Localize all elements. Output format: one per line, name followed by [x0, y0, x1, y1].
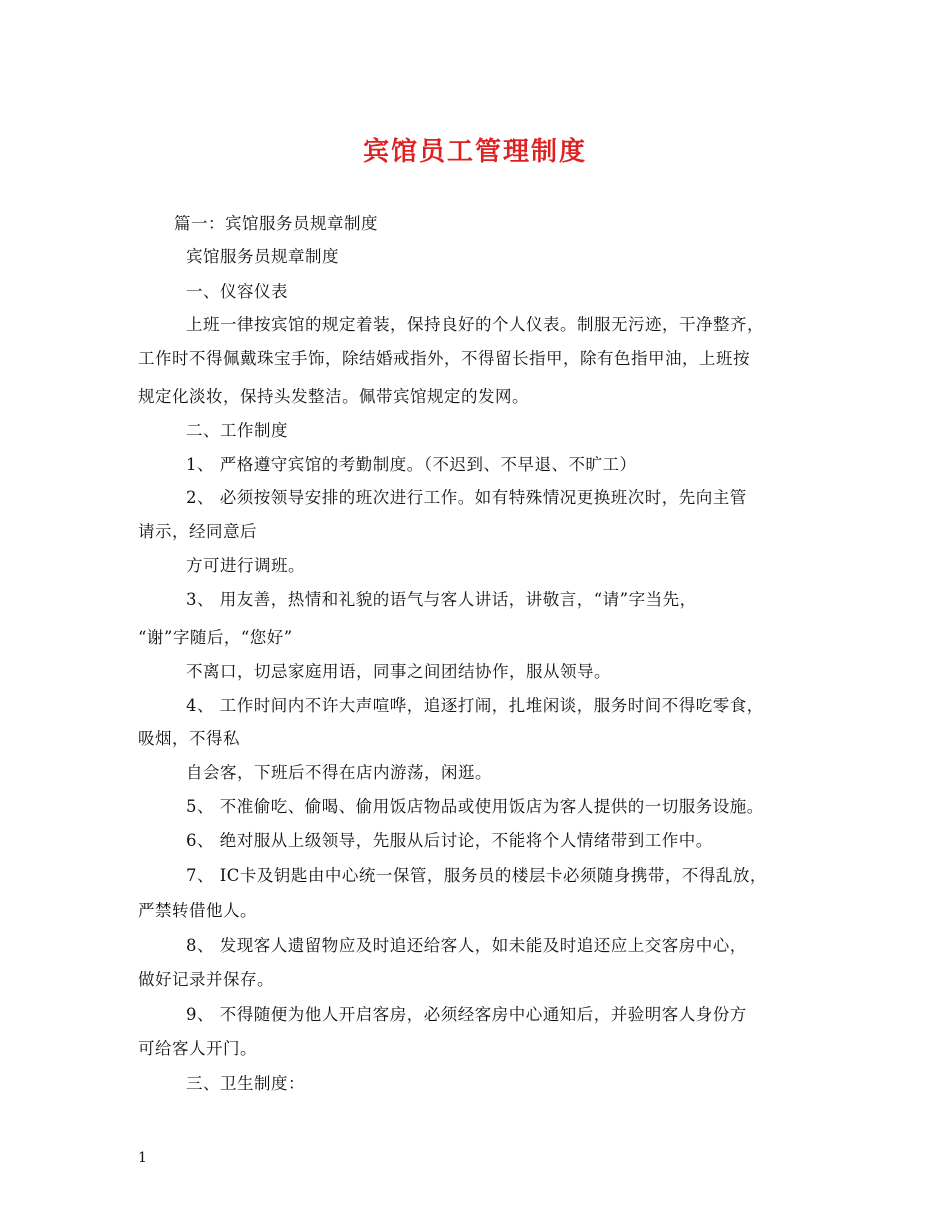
text-line: 不离口，切忌家庭用语，同事之间团结协作，服从领导。: [186, 662, 611, 681]
document-title: 宾馆员工管理制度: [362, 137, 587, 167]
text-line: 自会客，下班后不得在店内游荡，闲逛。: [186, 763, 492, 782]
text-line: 请示，经同意后: [138, 522, 257, 541]
text-line: 1、 严格遵守宾馆的考勤制度。（不迟到、不早退、不旷工）: [186, 455, 637, 474]
page-number: 1: [138, 1150, 148, 1166]
text-line: 上班一律按宾馆的规定着装，保持良好的个人仪表。制服无污迹，干净整齐，: [186, 315, 764, 334]
text-line: 7、 IC卡及钥匙由中心统一保管，服务员的楼层卡必须随身携带，不得乱放，: [186, 866, 767, 885]
text-line: 规定化淡妆，保持头发整洁。佩带宾馆规定的发网。: [138, 387, 529, 406]
text-line: 工作时不得佩戴珠宝手饰，除结婚戒指外，不得留长指甲，除有色指甲油，上班按: [138, 349, 750, 368]
text-line: 4、 工作时间内不许大声喧哗，追逐打闹，扎堆闲谈，服务时间不得吃零食，: [186, 696, 764, 715]
text-line: 8、 发现客人遗留物应及时追还给客人，如未能及时追还应上交客房中心，: [186, 936, 747, 955]
text-line: 方可进行调班。: [186, 556, 305, 575]
text-line: 吸烟，不得私: [138, 729, 240, 748]
text-line: 2、 必须按领导安排的班次进行工作。如有特殊情况更换班次时，先向主管: [186, 488, 747, 507]
text-line: 篇一：宾馆服务员规章制度: [174, 214, 378, 233]
text-line: 3、 用友善，热情和礼貌的语气与客人讲话，讲敬言，“请”字当先，: [186, 590, 697, 609]
text-line: 三、卫生制度：: [186, 1074, 305, 1093]
text-line: “谢”字随后，“您好”: [138, 628, 293, 647]
text-line: 可给客人开门。: [138, 1039, 257, 1058]
text-line: 一、仪容仪表: [186, 282, 288, 301]
text-line: 做好记录并保存。: [138, 970, 274, 989]
text-line: 严禁转借他人。: [138, 901, 257, 920]
text-line: 9、 不得随便为他人开启客房，必须经客房中心通知后，并验明客人身份方: [186, 1005, 747, 1024]
text-line: 宾馆服务员规章制度: [186, 247, 339, 266]
text-line: 6、 绝对服从上级领导，先服从后讨论，不能将个人情绪带到工作中。: [186, 831, 713, 850]
text-line: 二、工作制度: [186, 421, 288, 440]
text-line: 5、 不准偷吃、偷喝、偷用饭店物品或使用饭店为客人提供的一切服务设施。: [186, 797, 764, 816]
